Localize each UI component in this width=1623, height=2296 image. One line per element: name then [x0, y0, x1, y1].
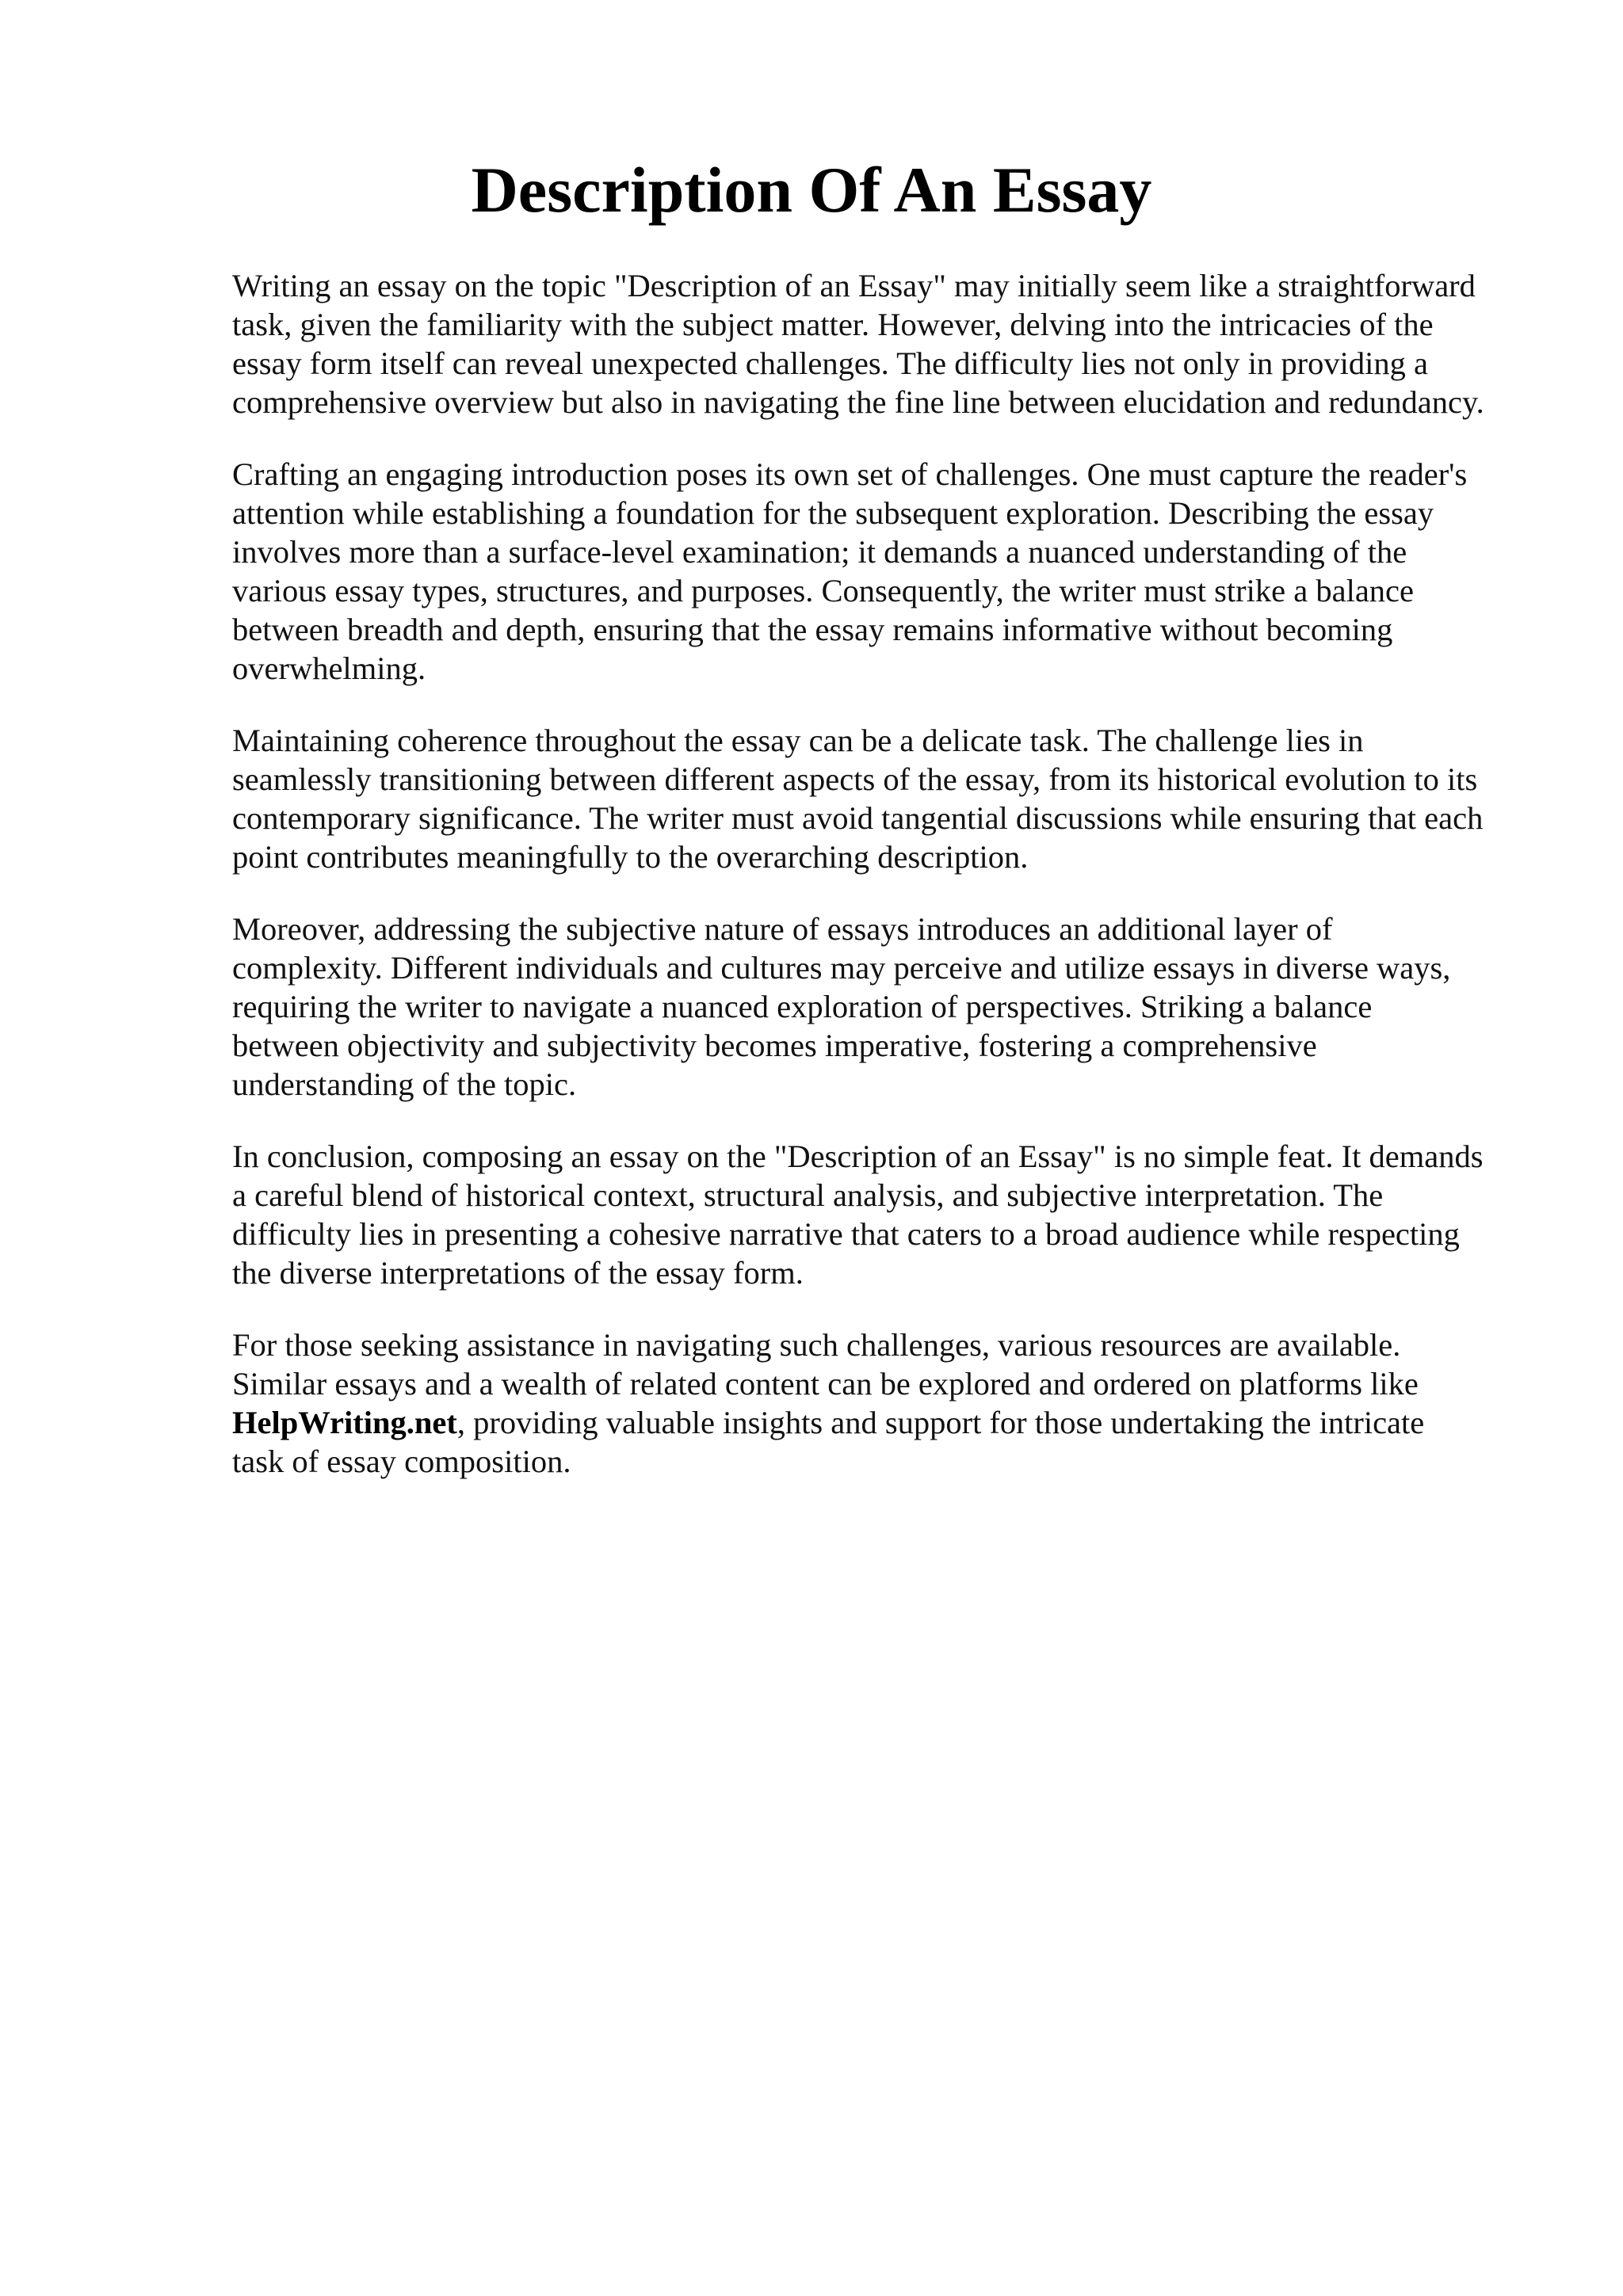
paragraph-line: Maintaining coherence throughout the essay can be a delicate task. The challenge lies in	[232, 723, 1364, 758]
paragraph-line: Crafting an engaging introduction poses its own set of challenges. One must capture the reader's	[232, 456, 1468, 492]
closing-line-4: task of essay composition.	[232, 1444, 571, 1479]
body-paragraph	[232, 455, 1524, 688]
paragraph-line: understanding of the topic.	[232, 1066, 577, 1102]
paragraph-line: difficulty lies in presenting a cohesive narrative that caters to a broad audience while respecting	[232, 1216, 1460, 1252]
paragraph-line: between objectivity and subjectivity becomes imperative, fostering a comprehensive	[232, 1028, 1317, 1063]
closing-line-2: Similar essays and a wealth of related content can be explored and ordered on platforms like	[232, 1366, 1419, 1402]
paragraph-line: various essay types, structures, and purposes. Consequently, the writer must strike a balance	[232, 573, 1415, 608]
paragraph-line: point contributes meaningfully to the overarching description.	[232, 839, 1029, 875]
paragraph-line: requiring the writer to navigate a nuanced exploration of perspectives. Striking a balance	[232, 989, 1373, 1024]
closing-paragraph	[232, 1325, 1524, 1481]
paragraph-line: task, given the familiarity with the subject matter. However, delving into the intricacies of the	[232, 307, 1434, 342]
paragraph-list	[232, 266, 1524, 1292]
essay-body	[232, 266, 1524, 1514]
body-paragraph	[232, 266, 1524, 421]
paragraph-line: seamlessly transitioning between different aspects of the essay, from its historical evolution to its	[232, 761, 1478, 797]
paragraph-line: Writing an essay on the topic "Description of an Essay" may initially seem like a straightforward	[232, 268, 1476, 303]
paragraph-line: complexity. Different individuals and cultures may perceive and utilize essays in diverse ways,	[232, 950, 1451, 986]
closing-line-1: For those seeking assistance in navigating such challenges, various resources are available.	[232, 1327, 1401, 1363]
paragraph-line: the diverse interpretations of the essay form.	[232, 1255, 804, 1291]
paragraph-line: Moreover, addressing the subjective nature of essays introduces an additional layer of	[232, 911, 1333, 947]
paragraph-line: involves more than a surface-level examination; it demands a nuanced understanding of the	[232, 534, 1407, 570]
closing-line-3-rest: , providing valuable insights and support for those undertaking the intricate	[456, 1405, 1425, 1440]
brand-name-link-text: HelpWriting.net	[232, 1405, 457, 1440]
paragraph-line: contemporary significance. The writer must avoid tangential discussions while ensuring that each	[232, 800, 1484, 836]
body-paragraph	[232, 1137, 1524, 1292]
paragraph-line: attention while establishing a foundation for the subsequent exploration. Describing the essay	[232, 495, 1434, 531]
paragraph-line: between breadth and depth, ensuring that the essay remains informative without becoming	[232, 612, 1393, 647]
closing-line-3	[232, 1403, 1524, 1442]
paragraph-line: a careful blend of historical context, structural analysis, and subjective interpretation. The	[232, 1177, 1384, 1213]
body-paragraph	[232, 910, 1524, 1104]
page-title: Description Of An Essay	[471, 154, 1152, 226]
body-paragraph	[232, 721, 1524, 876]
paragraph-line: comprehensive overview but also in navigating the fine line between elucidation and redundancy.	[232, 384, 1484, 420]
paragraph-line: In conclusion, composing an essay on the "Description of an Essay" is no simple feat. It demands	[232, 1138, 1484, 1174]
paragraph-line: essay form itself can reveal unexpected challenges. The difficulty lies not only in providing a	[232, 345, 1428, 381]
paragraph-line: overwhelming.	[232, 650, 426, 686]
